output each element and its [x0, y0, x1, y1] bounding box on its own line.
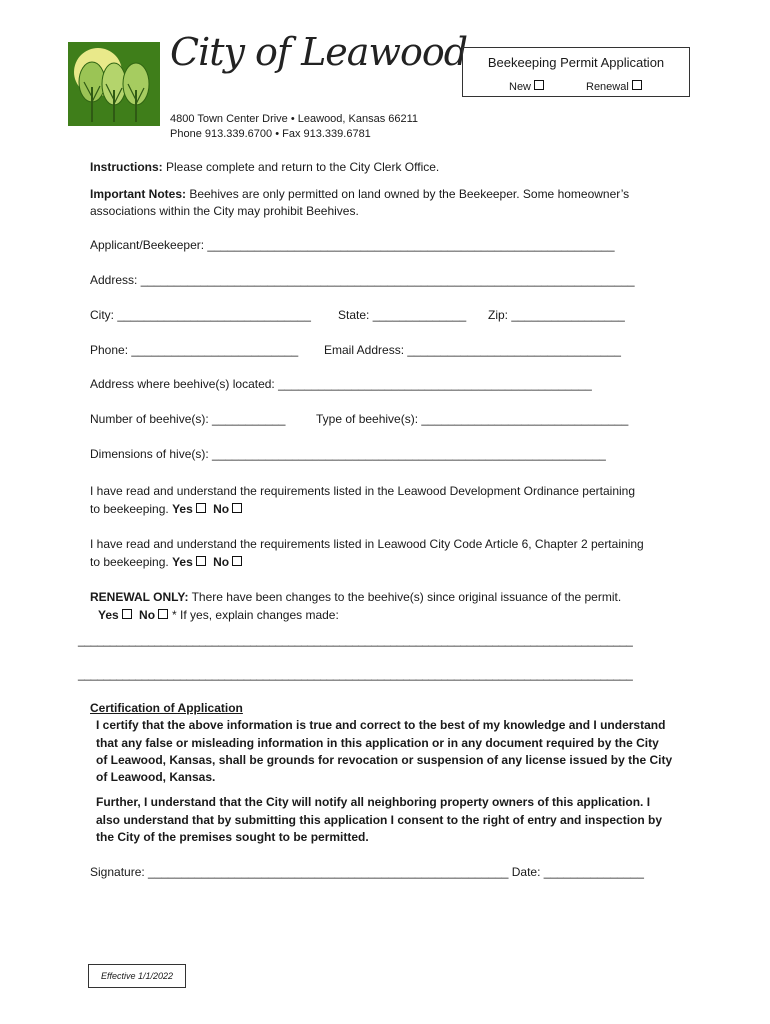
instructions [90, 160, 439, 174]
cert-p1-line: of Leawood, Kansas, shall be grounds for revocation or suspension of any license issued by the City [96, 752, 673, 767]
ack1-line1: I have read and understand the requirements listed in the Leawood Development Ordinance pertaining [90, 484, 636, 498]
form-title: Beekeeping Permit Application [487, 55, 665, 70]
state-field[interactable]: State: ______________ [338, 308, 467, 322]
instructions-text: Please complete and return to the City Clerk Office. [162, 160, 440, 174]
certification-paragraph-2 [90, 794, 672, 846]
ack2-no-label: No [213, 555, 230, 569]
ack1-no-checkbox[interactable] [232, 503, 242, 513]
ack2-no-checkbox[interactable] [232, 556, 242, 566]
cert-p2-line: also understand that by submitting this application I consent to the right of entry and inspection by [96, 812, 663, 827]
cert-p2-line: Further, I understand that the City will notify all neighboring property owners of this application. I [96, 795, 651, 810]
certification-section [90, 700, 672, 846]
renewal-section [90, 588, 621, 624]
cert-p2-line: the City of the premises sought to be permitted. [96, 830, 369, 845]
renewal-no-checkbox[interactable] [158, 609, 168, 619]
ack1-yes-label: Yes [172, 502, 193, 516]
ack2-yes-checkbox[interactable] [196, 556, 206, 566]
new-label: New [509, 81, 532, 93]
ack2-line1: I have read and understand the requirements listed in Leawood City Code Article 6, Chapter 2 pertaining [90, 537, 644, 551]
address-field[interactable]: Address: __________________________________________________________________________ [90, 273, 635, 287]
changes-line-2[interactable]: _______________________________________________________________________________________ [78, 667, 633, 681]
phone-line: Phone 913.339.6700 • Fax 913.339.6781 [170, 128, 371, 140]
notes-line2: associations within the City may prohibit Beehives. [90, 204, 359, 218]
certification-paragraph-1 [90, 717, 672, 786]
renewal-explain: * If yes, explain changes made: [172, 608, 339, 622]
phone-field[interactable]: Phone: _________________________ [90, 343, 299, 357]
address-line: 4800 Town Center Drive • Leawood, Kansas 66211 [170, 113, 419, 125]
trees-logo-icon [68, 42, 160, 126]
type-hives-field[interactable]: Type of beehive(s): _______________________________ [316, 412, 629, 426]
cert-p1-line: of Leawood, Kansas. [96, 770, 216, 785]
renewal-yes-checkbox[interactable] [122, 609, 132, 619]
important-notes [90, 186, 629, 220]
email-field[interactable]: Email Address: ________________________________ [324, 343, 621, 357]
new-option[interactable] [509, 80, 548, 93]
ack1-no-label: No [213, 502, 230, 516]
ack1-yes-checkbox[interactable] [196, 503, 206, 513]
notes-label: Important Notes: [90, 187, 186, 201]
cert-p1-line: that any false or misleading information in this application or in any document required by the City [96, 735, 659, 750]
renewal-checkbox[interactable] [632, 80, 642, 90]
ack1-line2: to beekeeping. [90, 502, 169, 516]
permit-type-box [462, 47, 690, 97]
dimensions-field[interactable]: Dimensions of hive(s): ___________________________________________________________ [90, 447, 606, 461]
hive-location-field[interactable]: Address where beehive(s) located: _______________________________________________ [90, 377, 592, 391]
city-logo [68, 42, 160, 126]
notes-line1: Beehives are only permitted on land owned by the Beekeeper. Some homeowner’s [186, 187, 630, 201]
instructions-label: Instructions: [90, 160, 163, 174]
renewal-only-label: RENEWAL ONLY: [90, 590, 189, 604]
num-hives-field[interactable]: Number of beehive(s): ___________ [90, 412, 286, 426]
ack2-yes-label: Yes [172, 555, 193, 569]
renewal-no-label: No [139, 608, 156, 622]
renewal-label: Renewal [586, 81, 629, 93]
city-field[interactable]: City: _____________________________ [90, 308, 311, 322]
cert-p1-line: I certify that the above information is true and correct to the best of my knowledge and I understand [96, 718, 666, 733]
signature-date-field[interactable]: Signature: ______________________________________________________ Date: _______________ [90, 865, 644, 879]
city-contact [170, 112, 418, 142]
renewal-text: There have been changes to the beehive(s) since original issuance of the permit. [188, 590, 622, 604]
ack2-line2: to beekeeping. [90, 555, 169, 569]
new-checkbox[interactable] [534, 80, 544, 90]
certification-heading: Certification of Application [90, 701, 243, 715]
city-name: City of Leawood [170, 30, 468, 74]
effective-date-box: Effective 1/1/2022 [88, 964, 186, 988]
ordinance-acknowledgement [90, 482, 635, 518]
applicant-field[interactable]: Applicant/Beekeeper: _____________________________________________________________ [90, 238, 615, 252]
zip-field[interactable]: Zip: _________________ [488, 308, 625, 322]
city-code-acknowledgement [90, 535, 644, 571]
renewal-option[interactable] [586, 80, 646, 93]
changes-line-1[interactable]: _______________________________________________________________________________________ [78, 633, 633, 647]
renewal-yes-label: Yes [98, 608, 119, 622]
